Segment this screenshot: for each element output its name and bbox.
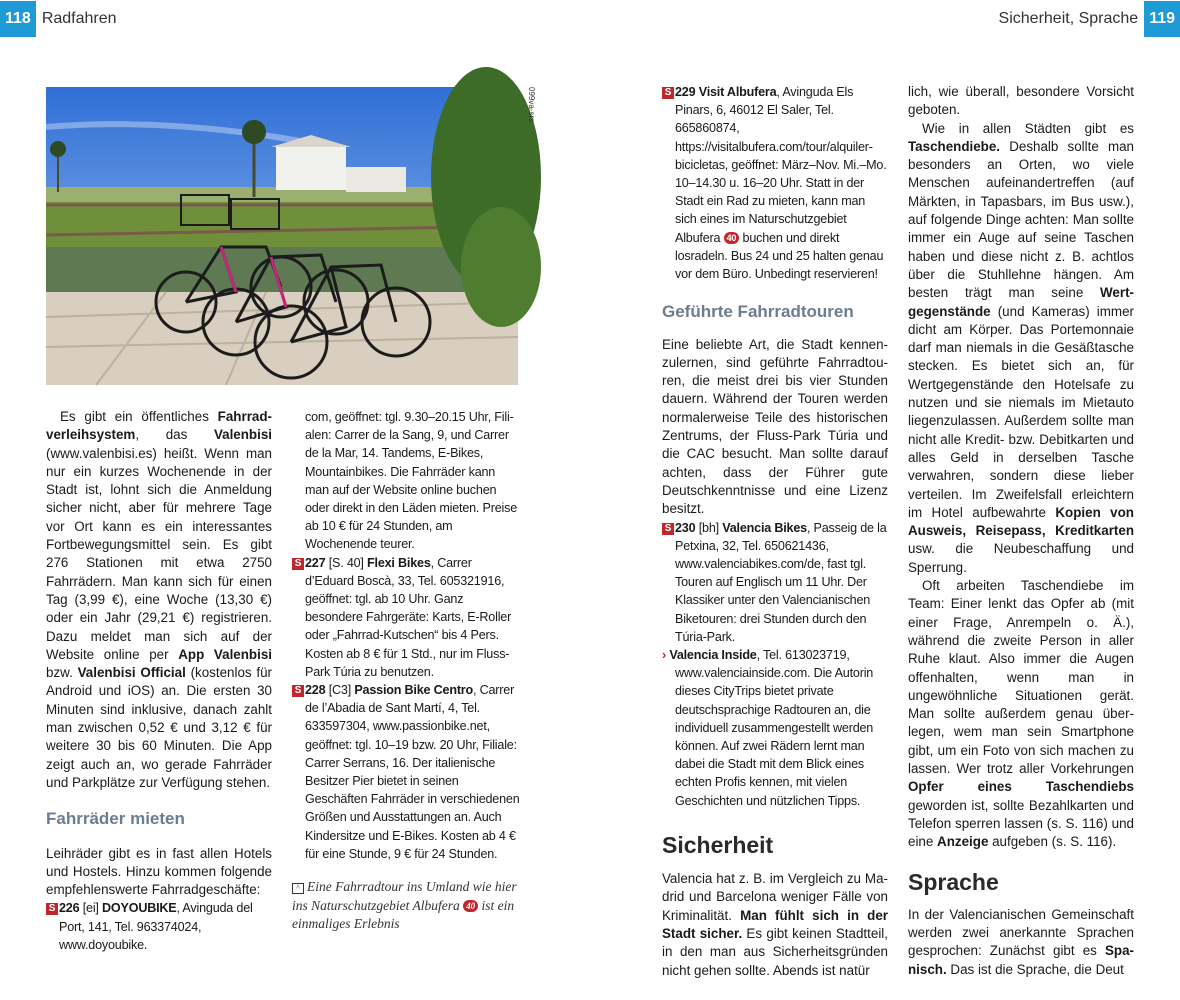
map-number-badge: 40 bbox=[724, 232, 740, 244]
location-marker-icon: S bbox=[292, 685, 304, 697]
paragraph-vorsicht: lich, wie überall, besondere Vorsicht geboten. bbox=[908, 84, 1134, 118]
paragraph-taschendiebe: Wie in allen Städten gibt es Taschendiebe. Deshalb sollte man besonders an Orten, wo viele Menschen aufeinandertreffen (auf Märkten, in Tapasbars, im Bus usw.), auf folgende Dinge achten: Man sollte immer ein Auge auf seine Taschen haben und diese nicht z. B. achtlos über die Stuhllehne hängen. Am besten trägt man seine Wertgegenstände (und Kameras) immer dicht am Körper. Das Portemonnaie darf man niemals in die Gesäßtasche stecken. Es bietet sich an, für Wertgegenstände den Hotelsafe zu nutzen und sie niemals im Mietauto liegenzulassen. Außerdem sollte man nicht alle Kredit- bzw. Debitkarten und alles Geld in derselben Tasche verwahren, sondern diese lieber verteilen. Im Zweifelsfall erleichtern im Hotel aufbewahrte Kopien von Ausweis, Reisepass, Kreditkarten usw. die Neubeschaffung und Sperrung. bbox=[908, 120, 1134, 575]
photo-caption: ^ Eine Fahrradtour ins Umland wie hier ins Naturschutzgebiet Albufera 40 ist ein einmaliges Erlebnis bbox=[292, 879, 517, 931]
bicycle-photo bbox=[46, 87, 518, 385]
paragraph-valenbisi: Es gibt ein öffentliches Fahrradverleihsystem, das Valenbisi (www.valenbisi.es) heißt. Wenn man nur ein kurzes Wochenende in der Stadt ist, lohnt sich die Anmeldung sicher nicht, aber für mehrere Tage vor Ort kann es ein interessantes Fortbewegungsmittel sein. Es gibt 276 Stationen mit etwa 2750 Fahrrädern. Man kann sich für einen Tag (3,99 €), eine Woche (13,30 €) oder ein Jahr (29,21 €) registrieren. Dazu meldet man sich auf der Website online per App Valenbisi bzw. Valenbisi Official (kostenlos für Android und iOS) an. Die ersten 30 Minuten sind inklusive, danach zahlt man zwischen 0,52 € und 3,12 € für weitere 30 bis 60 Minuten. Die App zeigt auch an, wo gerade Fahrräder und Parkplätze zur Verfügung stehen. bbox=[46, 409, 272, 790]
location-marker-icon: S bbox=[292, 558, 304, 570]
heading-gefuehrte-fahrradtouren: Geführte Fahrradtouren bbox=[662, 302, 854, 322]
arrow-icon: › bbox=[662, 647, 666, 662]
entry-228: S 228 [C3] Passion Bike Centro, Carrer de l’Abadia de Sant Martí, 4, Tel. 633597304, www.passionbike.net, geöffnet: tgl. 10–19 bzw. 20 Uhr, Filiale: Carrer Serrans, 16. Der italienische Besitzer Pier bietet in seinen Geschäften Fahrräder in verschiedenen Größen und Ausstattungen an. Auch Kindersitze und E-Bikes. Kosten ab 4 € für eine Stunde, 9 € für 24 Stunden. bbox=[292, 681, 520, 863]
column-3 bbox=[662, 83, 888, 980]
heading-sprache: Sprache bbox=[908, 869, 999, 896]
entry-226: S 226 [ei] DOYOUBIKE, Avinguda del Port, 141, Tel. 963374024, www.doyoubike. bbox=[46, 899, 272, 954]
location-marker-icon: S bbox=[662, 87, 674, 99]
right-page-number: 119 bbox=[1144, 1, 1180, 37]
paragraph-team: Oft arbeiten Taschendiebe im Team: Einer lenkt das Opfer ab (mit einer Frage, Anrempeln o. Ä.), während die zweite Person in aller Ruhe klaut. Also immer die Augen offenhalten, wenn man in ungewöhnliche Situationen gerät. Man sollte außerdem genau überlegen, wem man sein Smartphone gibt, um ein Foto von sich machen zu lassen. Wer trotz aller Vorkehrungen Opfer eines Taschendiebs geworden ist, sollte Bezahlkarten und Telefon sperren lassen (s. S. 116) und eine Anzeige aufgeben (s. S. 116). bbox=[908, 578, 1134, 850]
photo-credit-text: 099va-srs bbox=[527, 87, 536, 123]
entry-230: S 230 [bh] Valencia Bikes, Passeig de la Petxina, 32, Tel. 650621436, www.valenciabikes.com/de, fast tgl. Touren auf Englisch um 11 Uhr. Der Klassiker unter den Valencianischen Biketouren: drei Stunden durch den Túria-Park. bbox=[662, 519, 888, 646]
camera-icon: ^ bbox=[292, 883, 304, 894]
left-page-number: 118 bbox=[0, 1, 36, 37]
location-marker-icon: S bbox=[46, 903, 58, 915]
location-marker-icon: S bbox=[662, 523, 674, 535]
photo-credit bbox=[520, 87, 536, 147]
column-1 bbox=[46, 408, 272, 954]
entry-229: S 229 Visit Albufera, Avinguda Els Pinars, 6, 46012 El Saler, Tel. 665860874, https://visitalbufera.com/tour/alquiler-bicicletas, geöffnet: März–Nov. Mi.–Mo. 10–14.30 u. 16–20 Uhr. Statt in der Stadt ein Rad zu mieten, kann man sich eines im Naturschutzgebiet Albufera 40 buchen und direkt losradeln. Bus 24 und 25 halten genau vor dem Büro. Unbedingt reservieren! bbox=[662, 83, 888, 283]
left-page-title: Radfahren bbox=[41, 10, 117, 27]
column-2 bbox=[292, 408, 520, 863]
right-page-header bbox=[993, 0, 1180, 38]
right-page-title: Sicherheit, Sprache bbox=[998, 10, 1139, 27]
left-page-header bbox=[0, 0, 123, 38]
paragraph-touren: Eine beliebte Art, die Stadt kennenzulernen, sind geführte Fahrradtouren, die meist drei bis vier Stunden dauern. Während der Touren werden normalerweise Teile des historischen Zentrums, der Fluss-Park Túria und die CAC besucht. Man sollte darauf achten, dass der Führer gute Deutschkenntnisse und eine Lizenz besitzt. bbox=[662, 336, 888, 517]
entry-226-continued: com, geöffnet: tgl. 9.30–20.15 Uhr, Filialen: Carrer de la Sang, 9, und Carrer de la Mar, 14. Tandems, E-Bikes, Mountainbikes. Die Fahrräder kann man auf der Website online buchen oder direkt in den Läden mieten. Preise ab 10 € für 24 Stunden, am Wochenende teurer. bbox=[305, 410, 518, 552]
paragraph-leihraeder: Leihräder gibt es in fast allen Hotels und Hostels. Hinzu kommen folgende empfehlenswerte Fahrradgeschäfte: bbox=[46, 845, 272, 898]
heading-fahrraeder-mieten: Fahrräder mieten bbox=[46, 809, 185, 829]
paragraph-sprache: In der Valencianischen Gemeinschaft werden zwei anerkannte Sprachen gesprochen: Zunächst gibt es Spanisch. Das ist die Sprache, die Deut bbox=[908, 906, 1134, 977]
entry-227: S 227 [S. 40] Flexi Bikes, Carrer d’Eduard Boscà, 33, Tel. 605321916, geöffnet: tgl. ab 10 Uhr. Ganz besondere Fahrgeräte: Karts, E-Roller oder „Fahrrad-Kutschen“ bis 4 Pers. Kosten ab 8 € für 1 Std., nur im Fluss-Park Túria zu benutzen. bbox=[292, 554, 520, 681]
column-4 bbox=[908, 83, 1134, 979]
heading-sicherheit: Sicherheit bbox=[662, 831, 774, 858]
map-number-badge: 40 bbox=[463, 900, 478, 912]
paragraph-sicherheit: Valencia hat z. B. im Vergleich zu Madrid und Barcelona weniger Fälle von Kriminalität. Man fühlt sich in der Stadt sicher. Es gibt keinen Stadtteil, in den man aus Sicherheitsgründen nicht gehen sollte. Abends ist natür bbox=[662, 871, 888, 978]
bicycle-photo-illustration bbox=[46, 87, 518, 385]
entry-valencia-inside: › Valencia Inside, Tel. 613023719, www.valenciainside.com. Die Autorin dieses CityTrips bietet private deutschsprachige Radtouren an, die individuell zusammengestellt werden können. Auf zwei Rädern lernt man dabei die Stadt mit dem Blick eines echten Profis kennen, mit vielen Geschichten und nützlichen Tipps. bbox=[662, 647, 874, 808]
